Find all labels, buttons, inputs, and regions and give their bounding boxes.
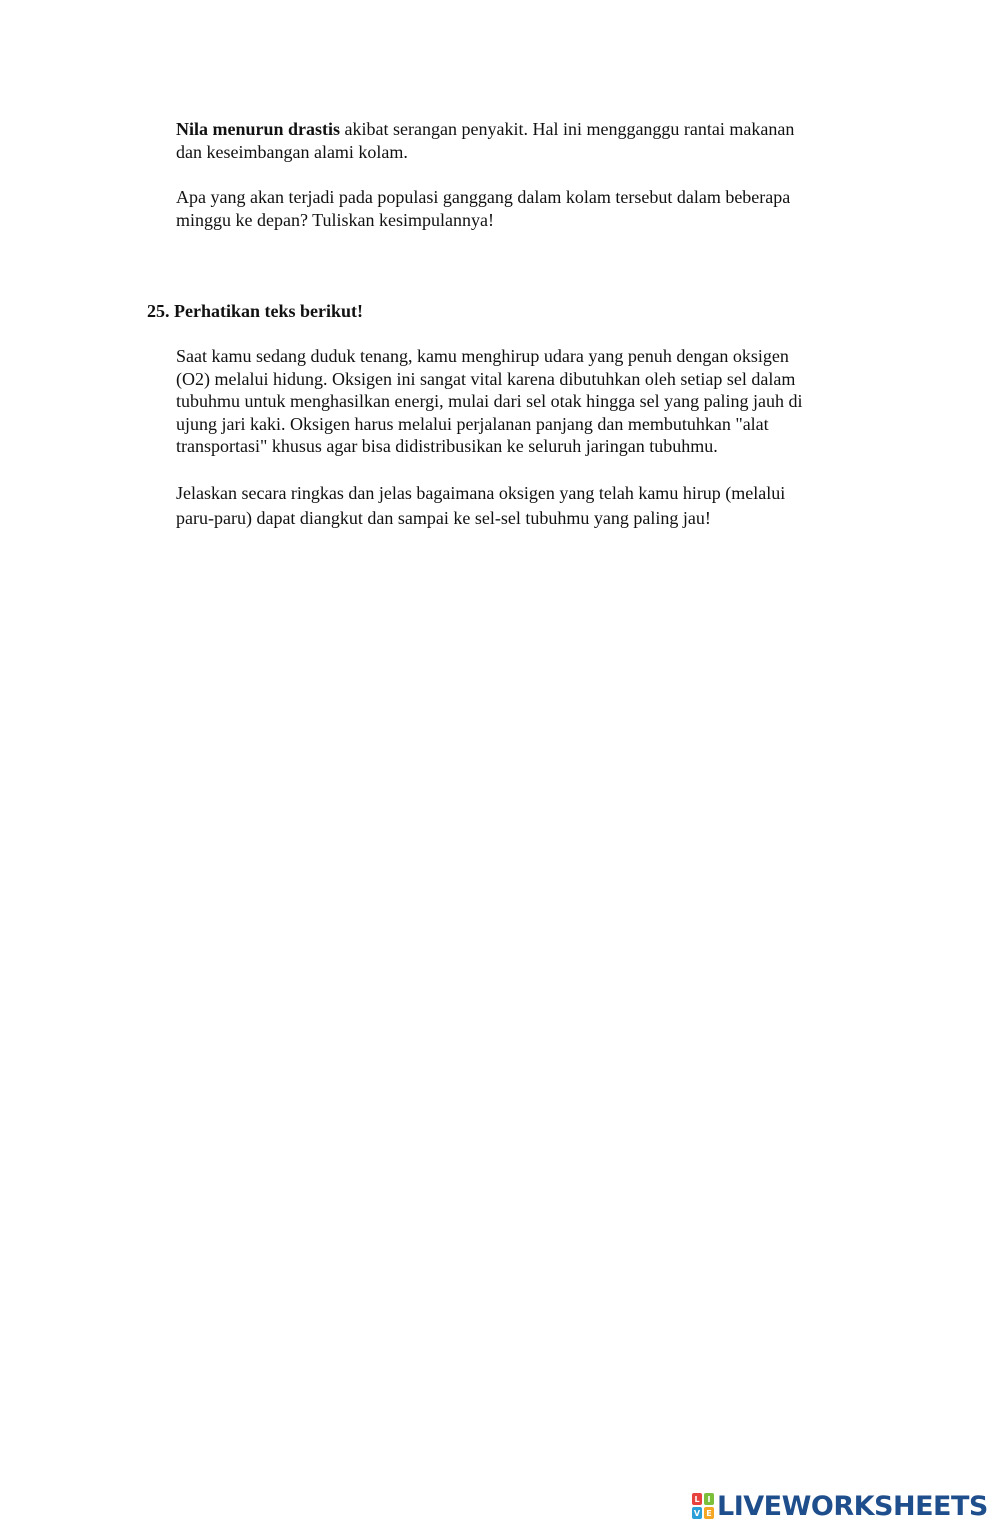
question-25-line: Jelaskan secara ringkas dan jelas bagaimana oksigen yang telah kamu hirup (melalui xyxy=(176,483,786,503)
logo-mark-e: E xyxy=(704,1507,714,1519)
question-25-passage xyxy=(176,345,876,458)
logo-mark-l: L xyxy=(692,1493,702,1505)
question-25-heading: 25. Perhatikan teks berikut! xyxy=(147,301,363,321)
question-25-line: paru-paru) dapat diangkut dan sampai ke sel-sel tubuhmu yang paling jau! xyxy=(176,508,711,528)
liveworksheets-logo-icon xyxy=(692,1493,714,1519)
passage-line: tubuhmu untuk menghasilkan energi, mulai dari sel otak hingga sel yang paling jauh di xyxy=(176,391,803,411)
paragraph-nila-line-2: dan keseimbangan alami kolam. xyxy=(176,141,408,162)
question-24-prompt xyxy=(176,186,876,231)
logo-mark-i: I xyxy=(704,1493,714,1505)
liveworksheets-logo xyxy=(692,1490,988,1522)
passage-line: (O2) melalui hidung. Oksigen ini sangat vital karena dibutuhkan oleh setiap sel dalam xyxy=(176,368,796,389)
passage-line: Saat kamu sedang duduk tenang, kamu menghirup udara yang penuh dengan oksigen xyxy=(176,346,789,366)
question-24-line-2: minggu ke depan? Tuliskan kesimpulannya! xyxy=(176,209,494,230)
paragraph-nila xyxy=(176,118,876,163)
question-25-prompt xyxy=(176,481,876,531)
passage-line: ujung jari kaki. Oksigen harus melalui perjalanan panjang dan membutuhkan "alat xyxy=(176,413,769,434)
question-24-line-1: Apa yang akan terjadi pada populasi ganggang dalam kolam tersebut dalam beberapa xyxy=(176,187,791,207)
bold-phrase: Nila menurun drastis xyxy=(176,119,341,139)
logo-mark-v: V xyxy=(693,1508,701,1518)
paragraph-nila-line-1: Nila menurun drastis akibat serangan penyakit. Hal ini mengganggu rantai makanan xyxy=(176,119,795,139)
liveworksheets-logo-text: LIVEWORKSHEETS xyxy=(717,1490,988,1522)
passage-line: transportasi" khusus agar bisa didistribusikan ke seluruh jaringan tubuhmu. xyxy=(176,436,718,456)
